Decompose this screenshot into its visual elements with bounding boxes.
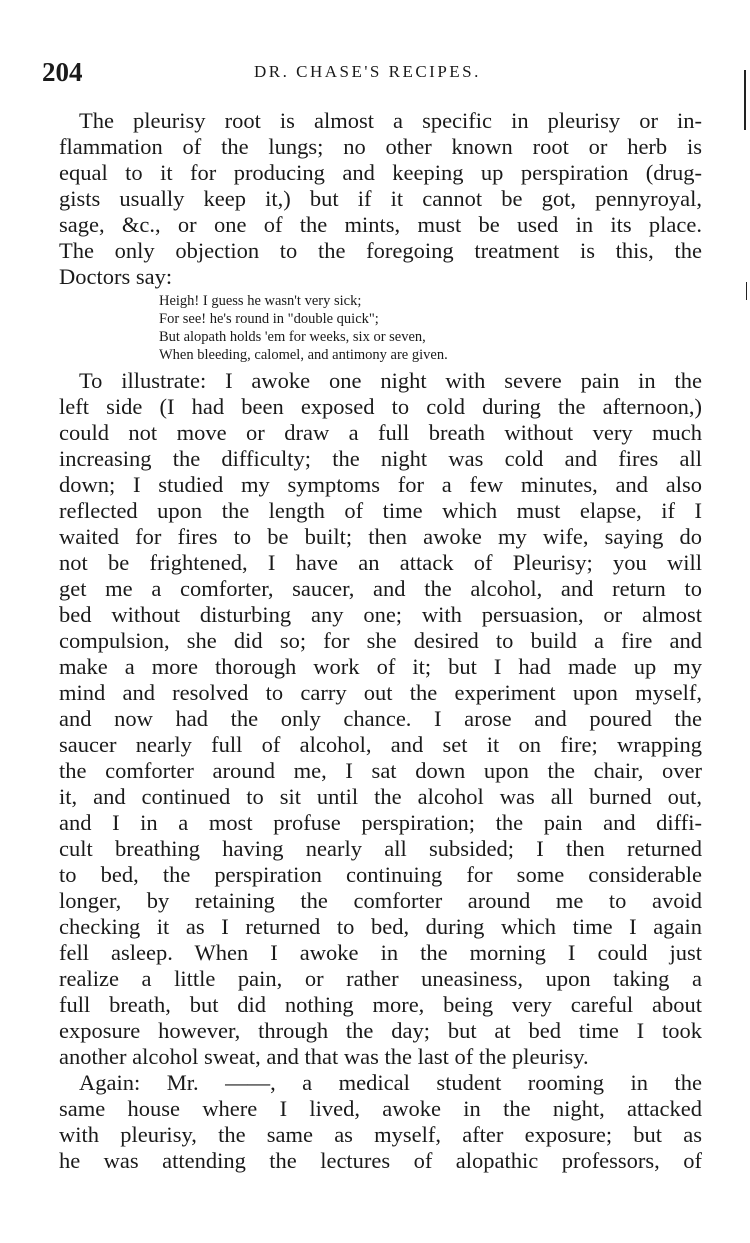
text-line: he was attending the lectures of alopathic professors, of (59, 1148, 702, 1173)
text-line: bed without disturbing any one; with persuasion, or almost (59, 602, 702, 627)
scan-edge-mark (744, 70, 746, 130)
text-line: flammation of the lungs; no other known root or herb is (59, 134, 702, 159)
text-line: The pleurisy root is almost a specific in pleurisy or in- (79, 108, 702, 133)
text-line: Doctors say: (59, 264, 173, 289)
text-line: the comforter around me, I sat down upon the chair, over (59, 758, 702, 783)
text-line: to bed, the perspiration continuing for some considerable (59, 862, 702, 887)
text-line: increasing the difficulty; the night was cold and fires all (59, 446, 702, 471)
verse-line: When bleeding, calomel, and antimony are given. (159, 347, 448, 363)
text-line: it, and continued to sit until the alcohol was all burned out, (59, 784, 702, 809)
page-number: 204 (42, 57, 83, 87)
scan-edge-mark (746, 282, 747, 300)
text-line: and I in a most profuse perspiration; the pain and diffi- (59, 810, 702, 835)
text-line: get me a comforter, saucer, and the alcohol, and return to (59, 576, 702, 601)
verse-line: But alopath holds 'em for weeks, six or seven, (159, 329, 426, 345)
text-line: mind and resolved to carry out the experiment upon myself, (59, 680, 702, 705)
text-line: with pleurisy, the same as myself, after exposure; but as (59, 1122, 702, 1147)
text-line: saucer nearly full of alcohol, and set it on fire; wrapping (59, 732, 702, 757)
text-line: exposure however, through the day; but at bed time I took (59, 1018, 702, 1043)
verse-line: For see! he's round in "double quick"; (159, 311, 379, 327)
text-line: could not move or draw a full breath without very much (59, 420, 702, 445)
text-line: not be frightened, I have an attack of Pleurisy; you will (59, 550, 702, 575)
page-header (42, 52, 702, 92)
text-line: another alcohol sweat, and that was the last of the pleurisy. (59, 1044, 589, 1069)
text-line: compulsion, she did so; for she desired to build a fire and (59, 628, 702, 653)
text-line: fell asleep. When I awoke in the morning I could just (59, 940, 702, 965)
text-line: make a more thorough work of it; but I had made up my (59, 654, 702, 679)
text-line: To illustrate: I awoke one night with severe pain in the (79, 368, 702, 393)
running-title: DR. CHASE'S RECIPES. (254, 62, 481, 81)
text-line: longer, by retaining the comforter around me to avoid (59, 888, 702, 913)
text-line: waited for fires to be built; then awoke my wife, saying do (59, 524, 702, 549)
text-line: cult breathing having nearly all subsided; I then returned (59, 836, 702, 861)
text-line: down; I studied my symptoms for a few minutes, and also (59, 472, 702, 497)
text-line: checking it as I returned to bed, during which time I again (59, 914, 702, 939)
text-line: reflected upon the length of time which must elapse, if I (59, 498, 702, 523)
text-line: left side (I had been exposed to cold during the afternoon,) (59, 394, 702, 419)
text-line: same house where I lived, awoke in the night, attacked (59, 1096, 702, 1121)
text-line: sage, &c., or one of the mints, must be used in its place. (59, 212, 702, 237)
text-line: gists usually keep it,) but if it cannot be got, pennyroyal, (59, 186, 702, 211)
text-line: realize a little pain, or rather uneasiness, upon taking a (59, 966, 702, 991)
text-line: full breath, but did nothing more, being very careful about (59, 992, 702, 1017)
text-line: Again: Mr. ——, a medical student rooming in the (79, 1070, 702, 1095)
text-line: The only objection to the foregoing treatment is this, the (59, 238, 702, 263)
text-line: and now had the only chance. I arose and poured the (59, 706, 702, 731)
verse-line: Heigh! I guess he wasn't very sick; (159, 293, 362, 309)
text-line: equal to it for producing and keeping up perspiration (drug- (59, 160, 702, 185)
